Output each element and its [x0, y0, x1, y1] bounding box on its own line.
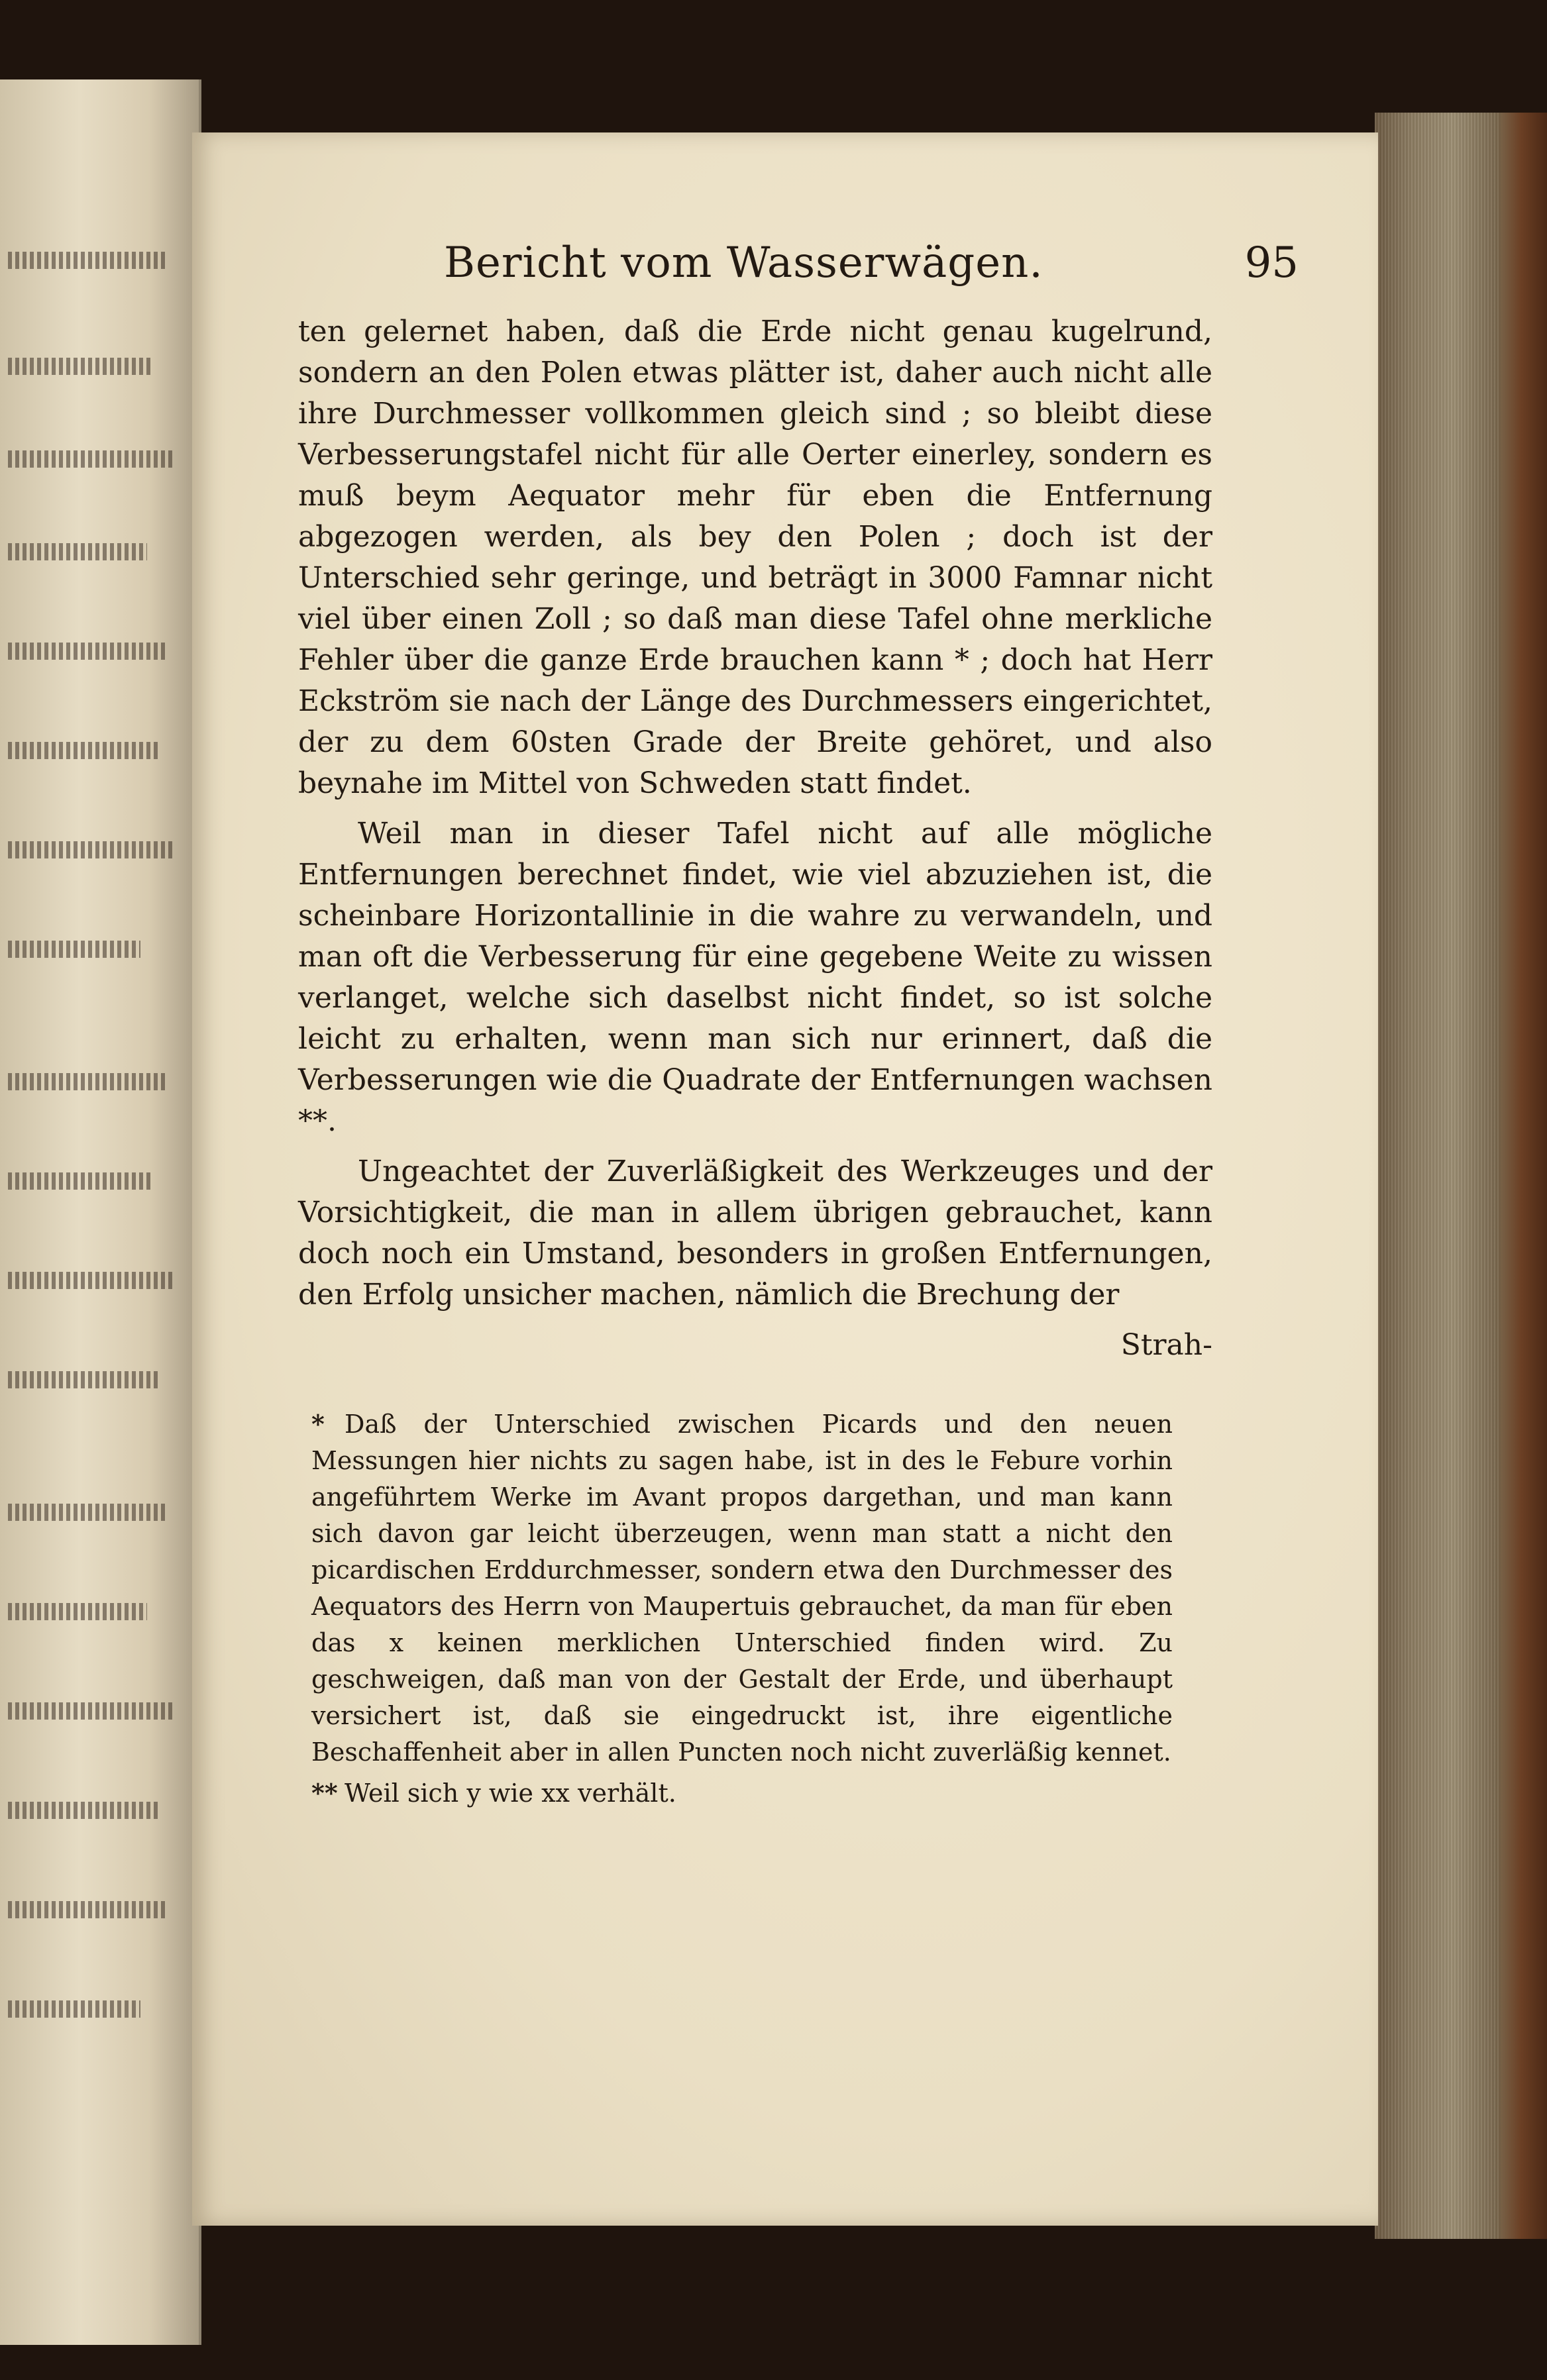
book-fore-edge	[1375, 113, 1547, 2239]
page-header	[245, 238, 1325, 311]
footnote	[311, 1406, 1173, 1771]
footnote-mark: *	[311, 1409, 325, 1439]
book-page	[192, 132, 1378, 2226]
paragraph: Weil man in dieser Tafel nicht auf alle mögliche Entfernungen berechnet findet, wie viel abzuziehen ist, die scheinbare Horizontallinie in die wahre zu verwandeln, und man oft die Verbesserung für eine gegebene Weite zu wissen verlanget, welche sich daselbst nicht findet, so ist solche leicht zu erhalten, wenn man sich nur erinnert, daß die Verbesserungen wie die Quadrate der Entfernungen wachsen **.	[298, 817, 1212, 1138]
paragraph: ten gelernet haben, daß die Erde nicht genau kugelrund, sondern an den Polen etwas plätter ist, daher auch nicht alle ihre Durchmesser vollkommen gleich sind ; so bleibt diese Verbesserungstafel nicht für alle Oerter einerley, sondern es muß beym Aequator mehr für eben die Entfernung abgezogen werden, als bey den Polen ; doch ist der Unterschied sehr geringe, und beträgt in 3000 Famnar nicht viel über einen Zoll ; so daß man diese Tafel ohne merkliche Fehler über die ganze Erde brauchen kann * ; doch hat Herr Eckström sie nach der Länge des Durchmessers eingerichtet, der zu dem 60sten Grade der Breite gehöret, und also beynahe im Mittel von Schweden statt findet.	[298, 315, 1212, 800]
left-facing-page-edge	[0, 79, 201, 2345]
page-content	[245, 238, 1325, 1816]
footnotes	[311, 1406, 1173, 1812]
footnote	[311, 1775, 1173, 1812]
paragraph: Ungeachtet der Zuverläßigkeit des Werkzeuges und der Vorsichtigkeit, die man in allem übrigen gebrauchet, kann doch noch ein Umstand, besonders in großen Entfernungen, den Erfolg unsicher machen, nämlich die Brechung der	[298, 1155, 1212, 1312]
footnote-text: Daß der Unterschied zwischen Picards und den neuen Messungen hier nichts zu sagen habe, ist in des le Febure vorhin angeführtem Werke im Avant propos dargethan, und man kann sich davon gar leicht überzeugen, wenn man statt a nicht den picardischen Erddurchmesser, sondern etwa den Durchmesser des Aequators des Herrn von Maupertuis gebrauchet, da man für eben das x keinen merklichen Unterschied finden wird. Zu geschweigen, daß man von der Gestalt der Erde, und überhaupt versichert ist, daß sie eingedruckt ist, ihre eigentliche Beschaffenheit aber in allen Puncten noch nicht zuverläßig kennet.	[311, 1410, 1173, 1767]
running-title: Bericht vom Wasserwägen.	[444, 238, 1043, 287]
main-text	[298, 311, 1212, 1316]
footnote-text: Weil sich y wie xx verhält.	[345, 1779, 676, 1808]
footnote-mark: **	[311, 1778, 338, 1808]
catchword: Strah-	[1120, 1328, 1212, 1362]
page-number: 95	[1244, 238, 1299, 287]
